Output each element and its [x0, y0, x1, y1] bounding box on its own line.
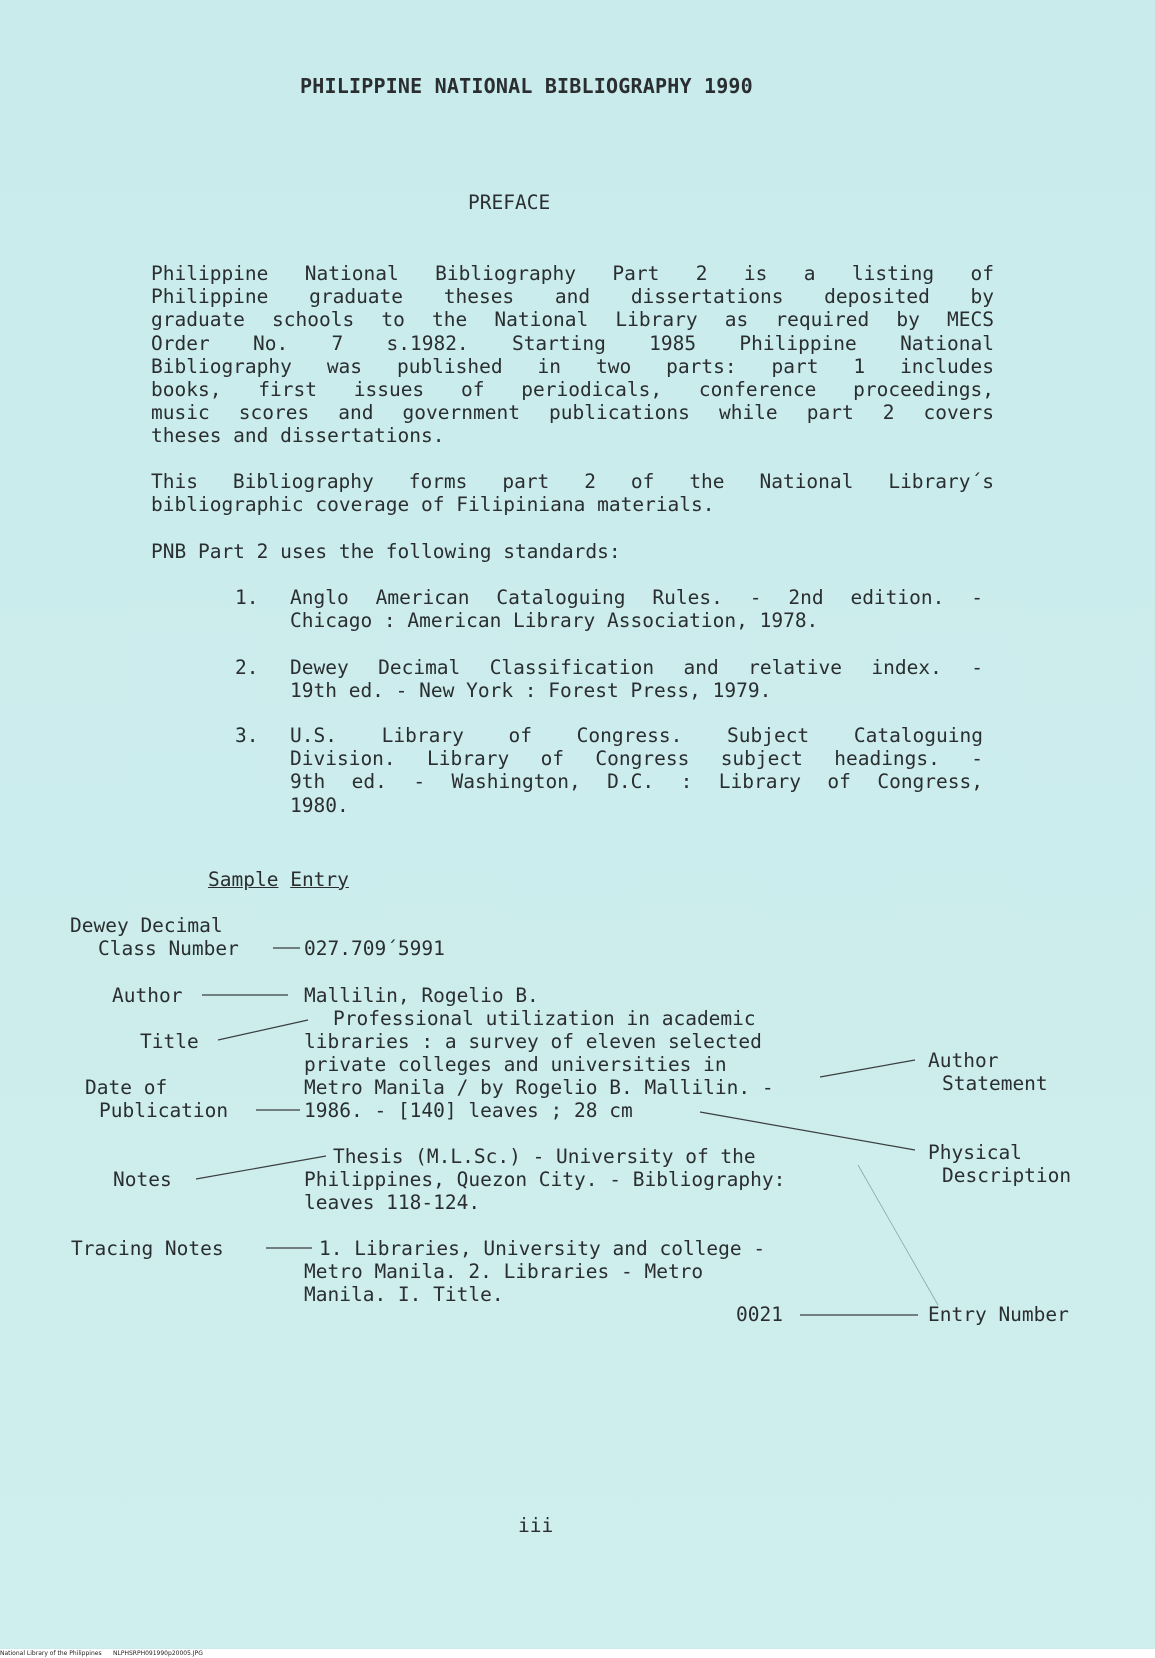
leader-line-title [218, 1020, 308, 1040]
label-physical-1: Physical [928, 1141, 1022, 1164]
paragraph-line: Philippine National Bibliography Part 2 is a listing of [151, 262, 994, 285]
label-tracing-notes: Tracing Notes [71, 1237, 224, 1260]
sample-entry-heading-word: Entry [290, 868, 349, 891]
standard-line: 19th ed. - New York : Forest Press, 1979. [290, 679, 772, 703]
preface-paragraph-3: PNB Part 2 uses the following standards: [151, 540, 621, 563]
standard-line: 1980. [290, 793, 349, 817]
leader-line-author-statement [820, 1060, 915, 1077]
label-entry-number: Entry Number [928, 1303, 1069, 1326]
paragraph-line: theses and dissertations. [151, 424, 445, 448]
standard-line: Dewey Decimal Classification and relative index. - [290, 656, 983, 679]
label-publication: Publication [99, 1099, 229, 1122]
leader-line-notes [196, 1156, 326, 1179]
paragraph-line: Bibliography was published in two parts: part 1 includes [151, 354, 994, 378]
label-author: Author [112, 984, 183, 1007]
paragraph-line: Philippine graduate theses and dissertations deposited by [151, 285, 994, 309]
label-class-number: Class Number [98, 937, 239, 960]
paragraph-line: Order No. 7 s.1982. Starting 1985 Philippine National [151, 331, 994, 355]
label-physical-2: Description [942, 1164, 1072, 1187]
entry-title-line: libraries : a survey of eleven selected [304, 1030, 762, 1053]
paragraph-line: music scores and government publications while part 2 covers [151, 401, 994, 425]
entry-notes-line: Thesis (M.L.Sc.) - University of the [333, 1145, 756, 1168]
standard-line: Chicago : American Library Association, 1978. [290, 609, 819, 633]
footer-source: National Library of the Philippines [0, 1650, 102, 1657]
leader-line-physical [700, 1112, 915, 1150]
label-date-of: Date of [85, 1076, 168, 1099]
paragraph-line: bibliographic coverage of Filipiniana materials. [151, 493, 715, 517]
sample-entry-heading-word: Sample [208, 868, 279, 891]
entry-tracing-line: Manila. I. Title. [304, 1283, 504, 1306]
entry-title-line: 1986. - [140] leaves ; 28 cm [304, 1099, 633, 1122]
label-author-statement-1: Author [928, 1049, 999, 1072]
entry-title-line: private colleges and universities in [304, 1053, 727, 1076]
label-title: Title [140, 1030, 199, 1053]
entry-title-line: Professional utilization in academic [333, 1007, 756, 1030]
standard-line: 9th ed. - Washington, D.C. : Library of Congress, [290, 770, 983, 794]
label-notes: Notes [113, 1168, 172, 1191]
entry-notes-line: leaves 118-124. [304, 1191, 481, 1214]
standard-number: 2. [235, 656, 259, 679]
standard-line: Anglo American Cataloguing Rules. - 2nd edition. - [290, 586, 983, 609]
label-author-statement-2: Statement [942, 1072, 1048, 1095]
faint-leader-line [858, 1165, 938, 1305]
paragraph-line: graduate schools to the National Library as required by MECS [151, 308, 994, 332]
page-number: iii [518, 1514, 554, 1537]
standard-line: U.S. Library of Congress. Subject Cataloguing [290, 724, 983, 747]
class-number: 027.709´5991 [304, 937, 445, 960]
entry-author: Mallilin, Rogelio B. [304, 984, 539, 1007]
standard-number: 1. [235, 586, 259, 609]
paragraph-line: books, first issues of periodicals, conference proceedings, [151, 378, 994, 402]
entry-tracing-line: Metro Manila. 2. Libraries - Metro [304, 1260, 704, 1283]
paragraph-line: This Bibliography forms part 2 of the National Library´s [151, 470, 994, 493]
standard-line: Division. Library of Congress subject headings. - [290, 747, 983, 771]
page-title: PHILIPPINE NATIONAL BIBLIOGRAPHY 1990 [300, 74, 753, 98]
entry-title-line: Metro Manila / by Rogelio B. Mallilin. - [304, 1076, 774, 1099]
footer-filename: NLPHSRPH091990p20005.JPG [113, 1650, 203, 1657]
entry-number: 0021 [736, 1303, 783, 1326]
label-dewey-decimal: Dewey Decimal [70, 914, 223, 937]
entry-tracing-line: 1. Libraries, University and college - [319, 1237, 766, 1260]
preface-heading: PREFACE [468, 191, 551, 214]
standard-number: 3. [235, 724, 259, 747]
entry-notes-line: Philippines, Quezon City. - Bibliography: [304, 1168, 786, 1191]
scan-footer [0, 1649, 1155, 1658]
